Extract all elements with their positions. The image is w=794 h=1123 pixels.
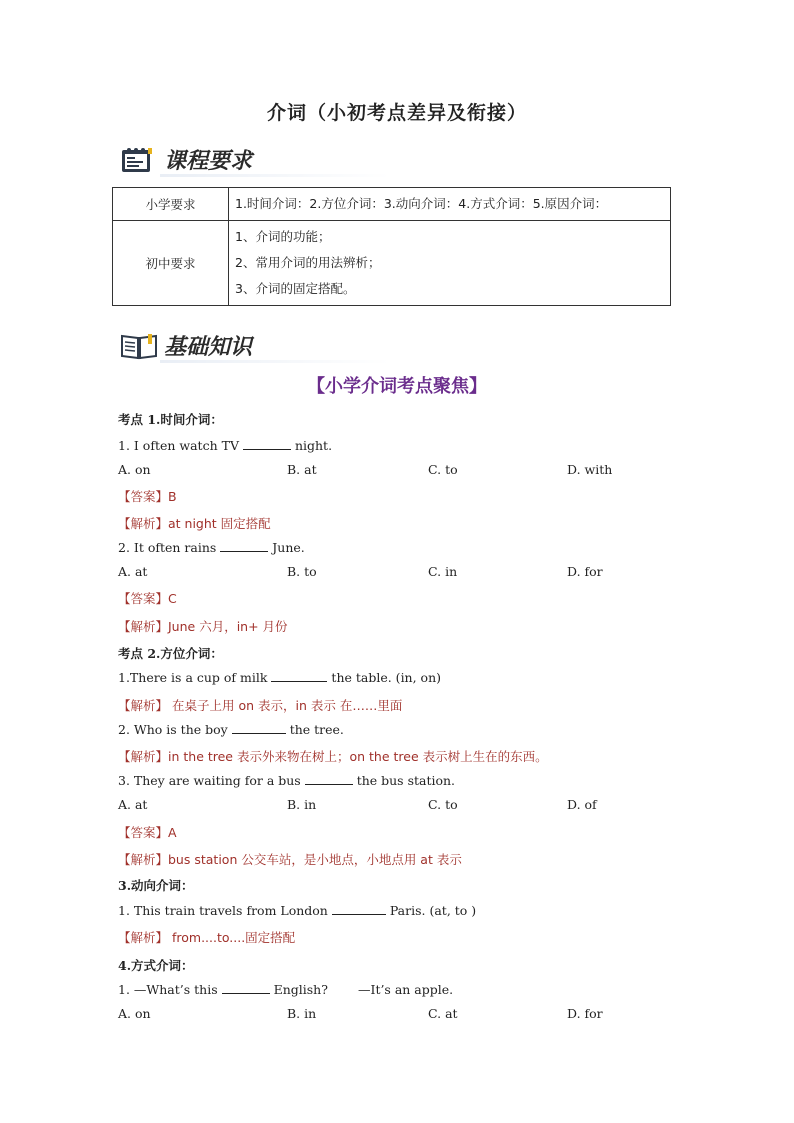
option-b: B. in	[287, 797, 317, 812]
question-text: 1.There is a cup of milk the table. (in, on)	[118, 670, 442, 685]
table-row	[113, 188, 671, 221]
section-basics-label: 基础知识	[164, 335, 253, 360]
topic4-heading: 4.方式介词：	[118, 958, 194, 973]
option-d: D. with	[567, 462, 613, 477]
question-text: 1. This train travels from London Paris. (at, to )	[118, 903, 477, 918]
list-item: 1、介词的功能；	[235, 229, 331, 244]
list-item: 2、常用介词的用法辨析；	[235, 255, 381, 270]
row-header-primary: 小学要求	[113, 188, 229, 221]
answer-blank	[332, 904, 386, 915]
analysis-text: 【解析】at night 固定搭配	[118, 516, 271, 531]
analysis-text: 【解析】bus station 公交车站，是小地点，小地点用 at 表示	[118, 852, 462, 867]
topic1-heading: 考点 1.时间介词：	[118, 412, 223, 427]
analysis-text: 【解析】June 六月，in+ 月份	[118, 619, 288, 634]
answer-blank	[222, 983, 270, 994]
option-a: A. on	[118, 1006, 151, 1021]
section-divider	[160, 174, 390, 177]
question-text: 2. Who is the boy the tree.	[118, 722, 344, 737]
answer-text: 【答案】C	[118, 591, 177, 606]
focus-heading: 【小学介词考点聚焦】	[307, 376, 487, 397]
question-text: 1. I often watch TV night.	[118, 438, 333, 453]
table-row	[113, 221, 671, 306]
topic3-heading: 3.动向介词：	[118, 878, 194, 893]
option-a: A. on	[118, 462, 151, 477]
row-content-junior	[229, 221, 671, 306]
answer-blank	[243, 439, 291, 450]
answer-blank	[305, 774, 353, 785]
requirements-table	[112, 187, 671, 306]
list-item: 3、介词的固定搭配。	[235, 281, 356, 296]
option-b: B. at	[287, 462, 317, 477]
option-d: D. of	[567, 797, 597, 812]
answer-blank	[271, 671, 327, 682]
question-text: 1. —What’s this English?	[118, 982, 328, 997]
answer-text: 【答案】B	[118, 489, 177, 504]
section-course-label: 课程要求	[164, 149, 253, 174]
option-b: B. in	[287, 1006, 317, 1021]
analysis-text: 【解析】 在桌子上用 on 表示，in 表示 在……里面	[118, 698, 403, 713]
question-text: 2. It often rains June.	[118, 540, 305, 555]
row-content-primary: 1.时间介词：2.方位介词：3.动向介词：4.方式介词：5.原因介词：	[229, 188, 671, 221]
notepad-icon	[120, 146, 154, 178]
option-c: C. to	[428, 797, 458, 812]
option-b: B. to	[287, 564, 317, 579]
document-title: 介词（小初考点差异及衔接）	[266, 102, 527, 124]
analysis-text: 【解析】in the tree 表示外来物在树上；on the tree 表示树上生在的东西。	[118, 749, 548, 764]
reply-text: —It’s an apple.	[358, 982, 454, 997]
option-d: D. for	[567, 564, 603, 579]
topic2-heading: 考点 2.方位介词：	[118, 646, 223, 661]
question-text: 3. They are waiting for a bus the bus station.	[118, 773, 456, 788]
option-c: C. at	[428, 1006, 458, 1021]
section-basics-header	[120, 330, 320, 364]
answer-blank	[220, 541, 268, 552]
option-d: D. for	[567, 1006, 603, 1021]
answer-blank	[232, 723, 286, 734]
option-c: C. in	[428, 564, 458, 579]
option-a: A. at	[118, 797, 148, 812]
row-header-junior: 初中要求	[113, 221, 229, 306]
section-course-header	[120, 144, 320, 178]
answer-text: 【答案】A	[118, 825, 177, 840]
option-c: C. to	[428, 462, 458, 477]
analysis-text: 【解析】 from....to....固定搭配	[118, 930, 296, 945]
book-icon	[120, 332, 158, 364]
section-divider	[160, 360, 390, 363]
option-a: A. at	[118, 564, 148, 579]
